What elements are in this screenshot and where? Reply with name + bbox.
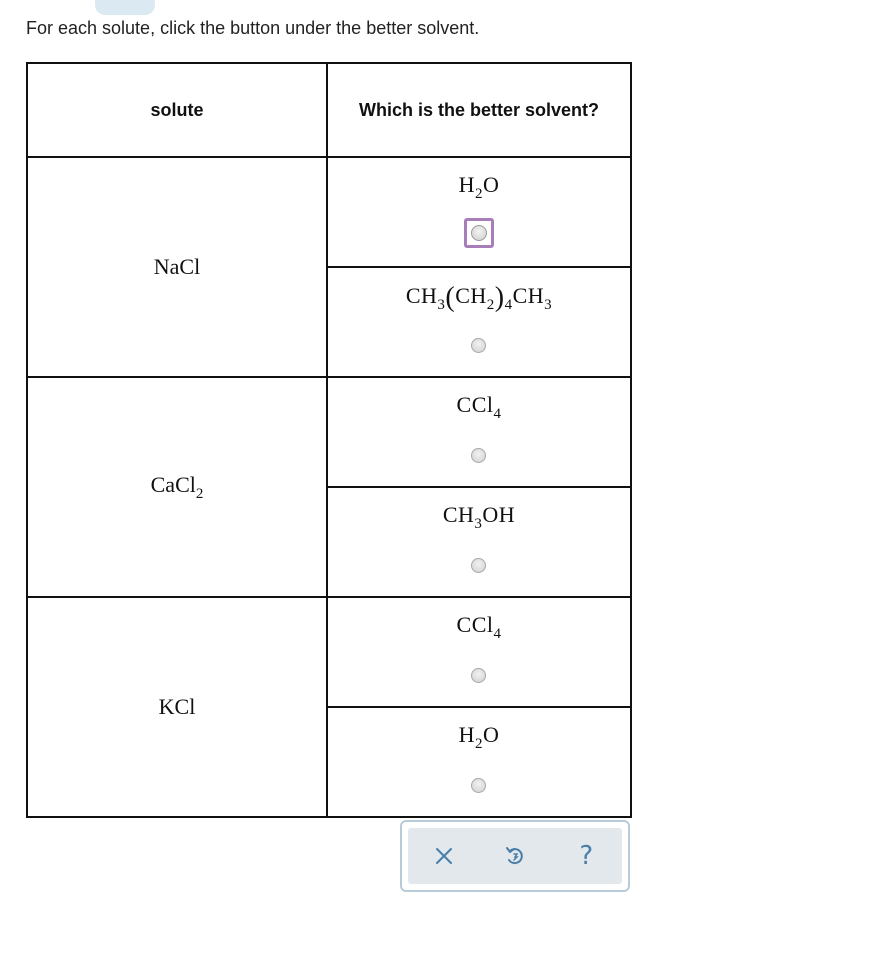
close-icon bbox=[435, 847, 453, 865]
solvent-formula: $CH_3OH$ bbox=[442, 502, 516, 532]
solvent-formula: CCl$_4$ bbox=[456, 612, 502, 642]
solute-cell bbox=[27, 597, 327, 817]
solvent-formula: CCl$_4$ bbox=[456, 392, 502, 422]
clear-button[interactable] bbox=[424, 836, 464, 876]
solvent-option bbox=[327, 597, 631, 707]
solvent-option bbox=[327, 377, 631, 487]
solute-formula: NaCl bbox=[153, 254, 201, 279]
solvent-radio-button[interactable] bbox=[471, 778, 486, 793]
solute-formula: CaCl$_2$ bbox=[150, 471, 204, 502]
answer-toolbar bbox=[400, 820, 630, 892]
instructions-text: For each solute, click the button under the better solvent. bbox=[26, 18, 480, 38]
solvent-formula: $H_2O$ bbox=[458, 172, 500, 202]
solvent-formula: $CH_3(CH_2)_4CH_3$ bbox=[405, 282, 553, 313]
solvent-option bbox=[327, 267, 631, 377]
solvent-radio-button[interactable] bbox=[471, 338, 486, 353]
help-button[interactable] bbox=[566, 836, 606, 876]
top-tab bbox=[95, 0, 155, 15]
table-row bbox=[27, 597, 631, 707]
solvent-radio-button[interactable] bbox=[471, 558, 486, 573]
table-row bbox=[27, 157, 631, 267]
solute-header: solute bbox=[27, 63, 327, 157]
header-row bbox=[27, 63, 631, 157]
undo-button[interactable] bbox=[495, 836, 535, 876]
solvent-radio-button[interactable] bbox=[471, 668, 486, 683]
solvent-option bbox=[327, 487, 631, 597]
solvent-header: Which is the better solvent? bbox=[327, 63, 631, 157]
solute-formula: KCl bbox=[158, 694, 196, 719]
solvent-radio-button[interactable] bbox=[471, 448, 486, 463]
undo-icon bbox=[504, 845, 526, 867]
help-icon: ? bbox=[579, 841, 594, 871]
solvent-radio-button[interactable] bbox=[464, 218, 494, 248]
toolbar-inner bbox=[408, 828, 622, 884]
solvent-option bbox=[327, 157, 631, 267]
solute-cell bbox=[27, 377, 327, 597]
solvent-formula: $H_2O$ bbox=[458, 722, 500, 752]
solute-cell bbox=[27, 157, 327, 377]
solvent-table bbox=[26, 62, 632, 818]
table-row bbox=[27, 377, 631, 487]
solvent-option bbox=[327, 707, 631, 817]
